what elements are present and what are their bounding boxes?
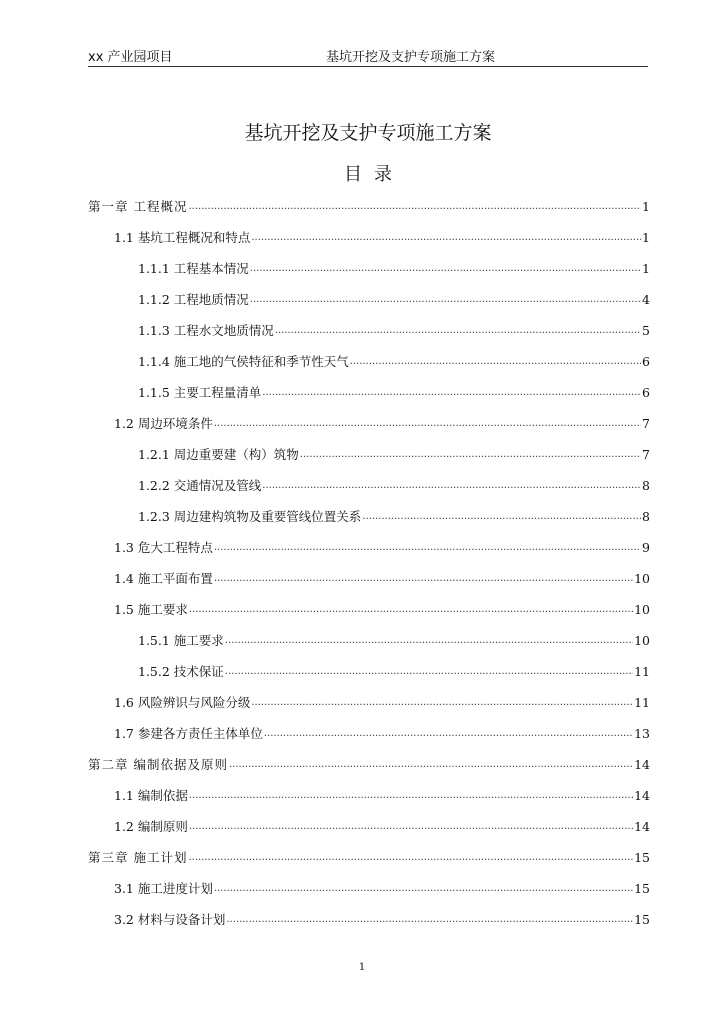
toc-entry-page: 5 [642,323,650,338]
toc-dot-leader [250,262,641,276]
toc-entry[interactable] [88,183,650,214]
toc-entry-page: 15 [634,850,650,865]
toc-entry-page: 1 [642,230,650,245]
toc-entry-label: 1.5 施工要求 [114,602,188,617]
toc-entry[interactable] [88,586,650,617]
page-header [88,40,648,67]
toc-dot-leader [189,820,633,834]
toc-entry[interactable] [88,803,650,834]
toc-entry-label: 1.5.1 施工要求 [138,633,224,648]
toc-entry-label: 1.2 编制原则 [114,819,188,834]
toc-dot-leader [362,510,641,524]
toc-entry[interactable] [88,338,650,369]
toc-entry-page: 15 [634,881,650,896]
toc-entry-page: 13 [634,726,650,741]
toc-dot-leader [189,789,633,803]
toc-dot-leader [275,324,641,338]
toc-entry[interactable] [88,834,650,865]
toc-dot-leader [251,231,641,245]
toc-entry-label: 1.5.2 技术保证 [138,664,224,679]
toc-entry-label: 1.1 基坑工程概况和特点 [114,230,251,245]
header-document-title: 基坑开挖及支护专项施工方案 [326,50,496,65]
toc-entry-page: 11 [634,695,650,710]
toc-entry[interactable] [88,741,650,772]
toc-dot-leader [225,634,633,648]
toc-entry-page: 6 [642,354,650,369]
table-of-contents [88,183,650,927]
toc-dot-leader [214,541,641,555]
toc-entry[interactable] [88,896,650,927]
document-title: 基坑开挖及支护专项施工方案 [244,122,492,144]
toc-entry-page: 14 [634,819,650,834]
toc-entry-label: 1.2.2 交通情况及管线 [138,478,262,493]
toc-entry[interactable] [88,493,650,524]
toc-dot-leader [225,665,633,679]
toc-entry[interactable] [88,431,650,462]
toc-entry-label: 1.1.2 工程地质情况 [138,292,249,307]
toc-entry-label: 第二章 编制依据及原则 [88,757,228,772]
toc-entry-page: 1 [642,261,650,276]
toc-entry[interactable] [88,865,650,896]
toc-entry-label: 1.1.5 主要工程量清单 [138,385,262,400]
toc-heading: 目录 [344,164,404,185]
toc-entry-label: 1.6 风险辨识与风险分级 [114,695,251,710]
toc-entry[interactable] [88,555,650,586]
toc-entry-label: 1.2.3 周边建构筑物及重要管线位置关系 [138,509,362,524]
toc-entry-page: 14 [634,788,650,803]
toc-entry-page: 1 [642,199,650,214]
toc-dot-leader [189,603,633,617]
toc-entry-label: 1.1.1 工程基本情况 [138,261,249,276]
toc-entry[interactable] [88,648,650,679]
toc-entry[interactable] [88,307,650,338]
toc-dot-leader [229,758,633,772]
toc-entry-label: 1.4 施工平面布置 [114,571,213,586]
toc-entry[interactable] [88,772,650,803]
toc-entry[interactable] [88,245,650,276]
toc-dot-leader [226,913,633,927]
toc-entry-page: 8 [642,509,650,524]
toc-entry-label: 第一章 工程概况 [88,199,188,214]
toc-dot-leader [188,851,633,865]
toc-dot-leader [264,727,633,741]
toc-entry-label: 3.1 施工进度计划 [114,881,213,896]
toc-entry[interactable] [88,462,650,493]
toc-dot-leader [350,355,641,369]
toc-entry-label: 3.2 材料与设备计划 [114,912,226,927]
toc-dot-leader [250,293,641,307]
toc-entry-page: 10 [634,633,650,648]
toc-entry[interactable] [88,710,650,741]
toc-dot-leader [214,417,641,431]
toc-entry[interactable] [88,214,650,245]
toc-entry[interactable] [88,617,650,648]
toc-entry-label: 1.1.4 施工地的气侯特征和季节性天气 [138,354,349,369]
toc-dot-leader [188,200,641,214]
toc-entry[interactable] [88,679,650,710]
toc-entry-label: 1.7 参建各方责任主体单位 [114,726,263,741]
toc-dot-leader [262,386,641,400]
toc-dot-leader [300,448,641,462]
toc-dot-leader [214,572,633,586]
toc-entry[interactable] [88,400,650,431]
toc-entry-label: 1.2.1 周边重要建（构）筑物 [138,447,299,462]
toc-entry-page: 4 [642,292,650,307]
page-number: 1 [358,962,366,973]
toc-entry-page: 9 [642,540,650,555]
toc-entry-page: 14 [634,757,650,772]
toc-entry-page: 15 [634,912,650,927]
toc-entry-label: 1.1 编制依据 [114,788,188,803]
toc-entry-label: 第三章 施工计划 [88,850,188,865]
toc-entry-label: 1.1.3 工程水文地质情况 [138,323,274,338]
toc-entry-page: 8 [642,478,650,493]
toc-entry-page: 6 [642,385,650,400]
toc-entry-page: 10 [634,571,650,586]
toc-dot-leader [214,882,633,896]
toc-entry-page: 7 [642,447,650,462]
toc-entry-page: 7 [642,416,650,431]
toc-entry[interactable] [88,276,650,307]
toc-entry[interactable] [88,524,650,555]
toc-entry-label: 1.2 周边环境条件 [114,416,213,431]
toc-entry-page: 11 [634,664,650,679]
toc-entry-page: 10 [634,602,650,617]
toc-entry-label: 1.3 危大工程特点 [114,540,213,555]
toc-entry[interactable] [88,369,650,400]
toc-dot-leader [251,696,633,710]
toc-dot-leader [262,479,641,493]
header-project-name: xx 产业园项目 [88,50,173,65]
